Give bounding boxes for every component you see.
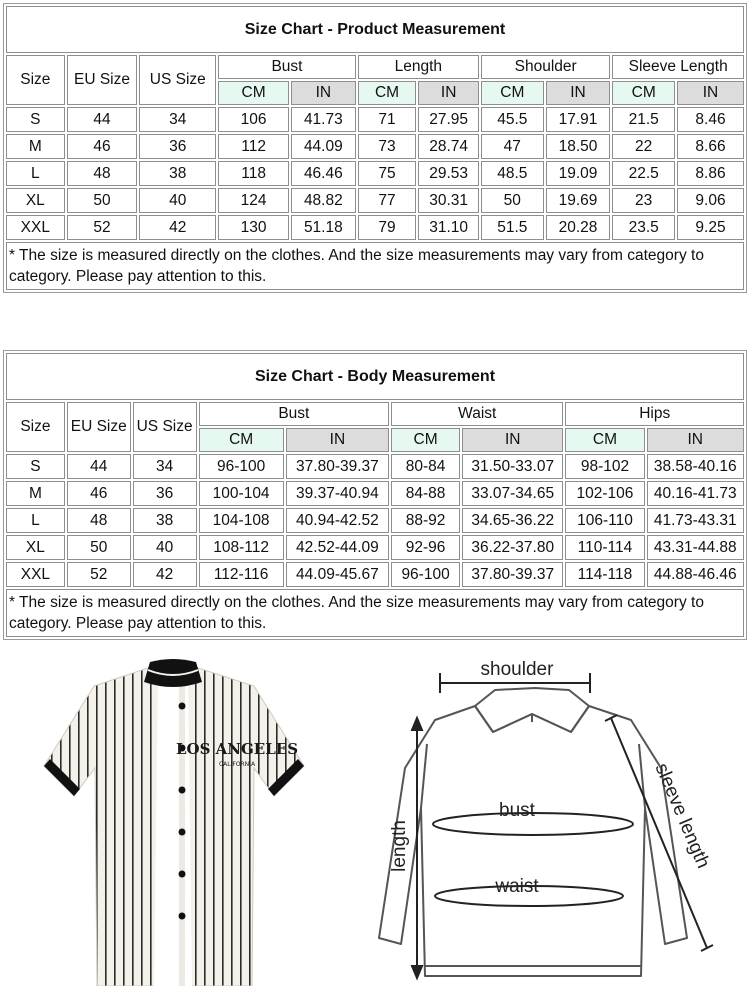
table-cell: 37.80-39.37 xyxy=(462,562,563,587)
in-header: IN xyxy=(647,428,744,452)
table-cell: 8.86 xyxy=(677,161,744,186)
table-cell: 33.07-34.65 xyxy=(462,481,563,506)
in-header: IN xyxy=(291,81,356,105)
table-cell: 44 xyxy=(67,107,138,132)
hips-header: Hips xyxy=(565,402,744,426)
table-cell: 44.88-46.46 xyxy=(647,562,744,587)
in-header: IN xyxy=(546,81,611,105)
table-cell: 20.28 xyxy=(546,215,611,240)
bust-header: Bust xyxy=(199,402,390,426)
in-header: IN xyxy=(418,81,479,105)
table-cell: 110-114 xyxy=(565,535,644,560)
table-cell: 17.91 xyxy=(546,107,611,132)
bust-header: Bust xyxy=(218,55,355,79)
table-cell: 71 xyxy=(358,107,417,132)
table-cell: 37.80-39.37 xyxy=(286,454,389,479)
waist-label: waist xyxy=(495,876,539,897)
table-cell: 42 xyxy=(133,562,197,587)
table-cell: 43.31-44.88 xyxy=(647,535,744,560)
table-cell: 34.65-36.22 xyxy=(462,508,563,533)
table-cell: L xyxy=(6,508,65,533)
table-cell: 48 xyxy=(67,161,138,186)
table-cell: 51.5 xyxy=(481,215,544,240)
table-cell: 52 xyxy=(67,215,138,240)
table-cell: 45.5 xyxy=(481,107,544,132)
table-row xyxy=(6,134,744,159)
table-cell: 19.09 xyxy=(546,161,611,186)
table-cell: 23 xyxy=(612,188,675,213)
shoulder-header: Shoulder xyxy=(481,55,610,79)
in-header: IN xyxy=(462,428,563,452)
cm-header: CM xyxy=(218,81,289,105)
table-cell: 73 xyxy=(358,134,417,159)
table-cell: 40 xyxy=(139,188,216,213)
table-cell: 27.95 xyxy=(418,107,479,132)
table-cell: 41.73 xyxy=(291,107,356,132)
table-cell: 112-116 xyxy=(199,562,284,587)
chest-graphic-text: LOS ANGELES xyxy=(175,740,299,758)
table-row xyxy=(6,508,744,533)
table-cell: 29.53 xyxy=(418,161,479,186)
shirt-outline-diagram xyxy=(335,648,745,993)
table-cell: 36 xyxy=(133,481,197,506)
table-cell: 34 xyxy=(139,107,216,132)
table-cell: 22.5 xyxy=(612,161,675,186)
table-cell: 79 xyxy=(358,215,417,240)
table-cell: 100-104 xyxy=(199,481,284,506)
table-cell: XXL xyxy=(6,562,65,587)
cm-header: CM xyxy=(612,81,675,105)
table-row xyxy=(6,562,744,587)
table-cell: XL xyxy=(6,535,65,560)
cm-header: CM xyxy=(199,428,284,452)
table-cell: 40.94-42.52 xyxy=(286,508,389,533)
in-header: IN xyxy=(286,428,389,452)
table-cell: 130 xyxy=(218,215,289,240)
table-cell: 102-106 xyxy=(565,481,644,506)
table-cell: 98-102 xyxy=(565,454,644,479)
product-photo xyxy=(42,656,307,986)
table-row xyxy=(6,188,744,213)
table-cell: 108-112 xyxy=(199,535,284,560)
table-cell: 36.22-37.80 xyxy=(462,535,563,560)
size-header: Size xyxy=(6,402,65,452)
table-row xyxy=(6,161,744,186)
table-cell: 46 xyxy=(67,134,138,159)
table-cell: 50 xyxy=(67,535,131,560)
table-cell: XXL xyxy=(6,215,65,240)
diagram-collar xyxy=(475,688,589,732)
table-cell: 46.46 xyxy=(291,161,356,186)
table-cell: 50 xyxy=(481,188,544,213)
table-cell: 52 xyxy=(67,562,131,587)
product-chart-note: * The size is measured directly on the clothes. And the size measurements may vary from category to category. Please pay attention to this. xyxy=(6,242,744,290)
table-cell: 31.50-33.07 xyxy=(462,454,563,479)
table-row xyxy=(6,481,744,506)
waist-header: Waist xyxy=(391,402,563,426)
table-cell: S xyxy=(6,454,65,479)
table-row xyxy=(6,535,744,560)
table-cell: 36 xyxy=(139,134,216,159)
us-size-header: US Size xyxy=(139,55,216,105)
table-cell: 38 xyxy=(139,161,216,186)
sleeve-length-header: Sleeve Length xyxy=(612,55,744,79)
table-cell: 48 xyxy=(67,508,131,533)
table-cell: 48.82 xyxy=(291,188,356,213)
table-cell: 84-88 xyxy=(391,481,460,506)
product-table-body xyxy=(6,107,744,240)
table-cell: 19.69 xyxy=(546,188,611,213)
chest-graphic-subtext: CALIFORNIA xyxy=(218,761,256,768)
table-cell: S xyxy=(6,107,65,132)
table-cell: 44 xyxy=(67,454,131,479)
table-cell: 48.5 xyxy=(481,161,544,186)
table-row xyxy=(6,107,744,132)
us-size-header: US Size xyxy=(133,402,197,452)
shoulder-label: shoulder xyxy=(480,659,554,680)
table-cell: 23.5 xyxy=(612,215,675,240)
body-table-body xyxy=(6,454,744,587)
table-cell: 9.25 xyxy=(677,215,744,240)
table-cell: 96-100 xyxy=(391,562,460,587)
cm-header: CM xyxy=(481,81,544,105)
bust-label: bust xyxy=(499,800,535,821)
cm-header: CM xyxy=(358,81,417,105)
table-cell: 34 xyxy=(133,454,197,479)
table-cell: 21.5 xyxy=(612,107,675,132)
table-cell: M xyxy=(6,481,65,506)
body-chart-title: Size Chart - Body Measurement xyxy=(6,353,744,400)
table-cell: 41.73-43.31 xyxy=(647,508,744,533)
table-cell: 8.66 xyxy=(677,134,744,159)
table-cell: M xyxy=(6,134,65,159)
table-cell: 96-100 xyxy=(199,454,284,479)
table-cell: 50 xyxy=(67,188,138,213)
measurement-diagram xyxy=(335,648,745,993)
table-cell: 44.09 xyxy=(291,134,356,159)
body-measurement-table xyxy=(3,350,747,640)
table-cell: 38.58-40.16 xyxy=(647,454,744,479)
table-cell: 44.09-45.67 xyxy=(286,562,389,587)
table-row xyxy=(6,215,744,240)
length-label: length xyxy=(389,820,410,872)
table-cell: 106 xyxy=(218,107,289,132)
product-chart-title: Size Chart - Product Measurement xyxy=(6,6,744,53)
table-cell: 51.18 xyxy=(291,215,356,240)
eu-size-header: EU Size xyxy=(67,402,131,452)
table-cell: 47 xyxy=(481,134,544,159)
table-cell: 39.37-40.94 xyxy=(286,481,389,506)
table-cell: 9.06 xyxy=(677,188,744,213)
body-chart-note: * The size is measured directly on the clothes. And the size measurements may vary from category to category. Please pay attention to this. xyxy=(6,589,744,637)
eu-size-header: EU Size xyxy=(67,55,138,105)
table-cell: 46 xyxy=(67,481,131,506)
diagram-body-outline xyxy=(379,706,687,976)
table-cell: 112 xyxy=(218,134,289,159)
table-cell: 40.16-41.73 xyxy=(647,481,744,506)
table-cell: 22 xyxy=(612,134,675,159)
table-cell: 114-118 xyxy=(565,562,644,587)
size-header: Size xyxy=(6,55,65,105)
table-cell: 124 xyxy=(218,188,289,213)
length-header: Length xyxy=(358,55,479,79)
table-cell: 118 xyxy=(218,161,289,186)
undershirt xyxy=(154,678,192,986)
table-cell: 77 xyxy=(358,188,417,213)
table-cell: 30.31 xyxy=(418,188,479,213)
sleeve-length-label: sleeve length xyxy=(650,760,714,872)
table-cell: 31.10 xyxy=(418,215,479,240)
product-measurement-table xyxy=(3,3,747,293)
table-cell: 28.74 xyxy=(418,134,479,159)
table-cell: 104-108 xyxy=(199,508,284,533)
collar xyxy=(144,659,202,687)
table-cell: 8.46 xyxy=(677,107,744,132)
table-cell: 42 xyxy=(139,215,216,240)
cm-header: CM xyxy=(565,428,644,452)
cm-header: CM xyxy=(391,428,460,452)
table-cell: XL xyxy=(6,188,65,213)
table-row xyxy=(6,454,744,479)
table-cell: 80-84 xyxy=(391,454,460,479)
table-cell: 42.52-44.09 xyxy=(286,535,389,560)
table-cell: L xyxy=(6,161,65,186)
table-cell: 92-96 xyxy=(391,535,460,560)
table-cell: 18.50 xyxy=(546,134,611,159)
table-cell: 40 xyxy=(133,535,197,560)
table-cell: 38 xyxy=(133,508,197,533)
striped-shirt-illustration xyxy=(42,656,307,986)
in-header: IN xyxy=(677,81,744,105)
table-cell: 106-110 xyxy=(565,508,644,533)
table-cell: 75 xyxy=(358,161,417,186)
table-cell: 88-92 xyxy=(391,508,460,533)
